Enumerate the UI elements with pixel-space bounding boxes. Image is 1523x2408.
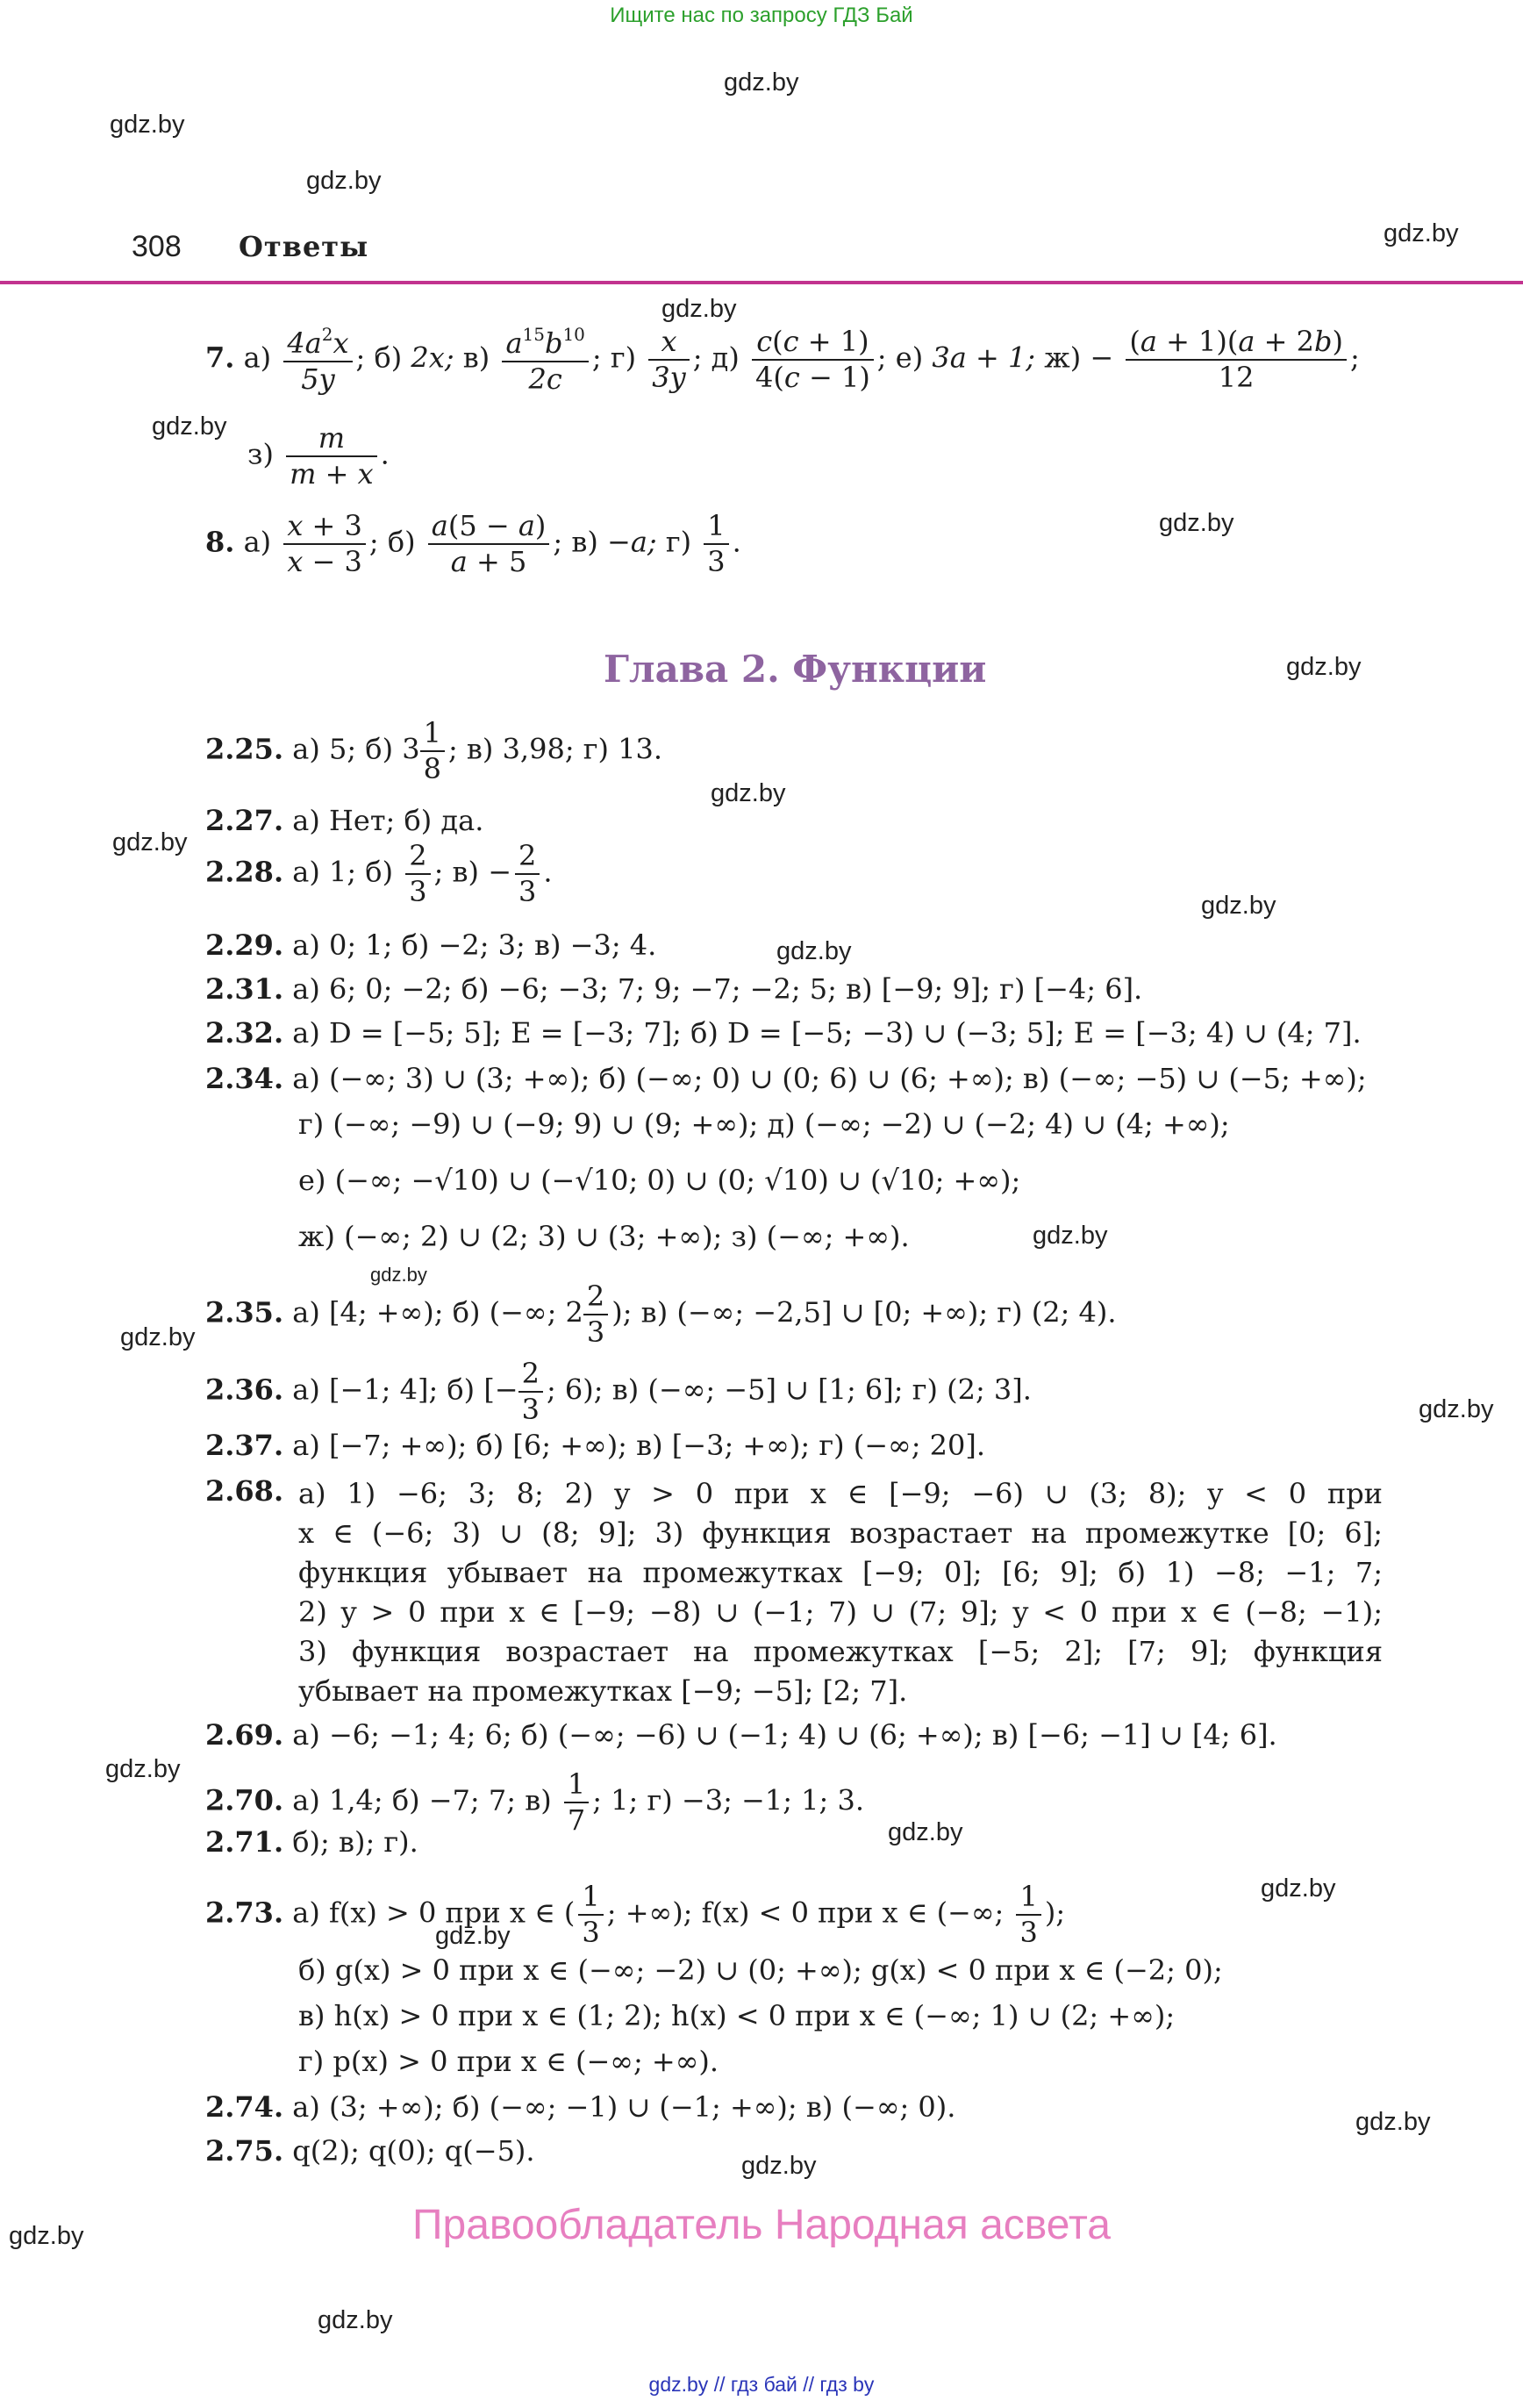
- top-link[interactable]: Ищите нас по запросу ГДЗ Бай: [610, 4, 913, 27]
- answer-2-68: [205, 1474, 283, 1508]
- answer-text: а) (3; +∞); б) (−∞; −1) ∪ (−1; +∞); в) (−∞; 0).: [292, 2090, 956, 2124]
- answer-2-73-line3: в) h(x) > 0 при x ∈ (1; 2); h(x) < 0 при x ∈ (−∞; 1) ∪ (2; +∞);: [298, 1999, 1176, 2032]
- watermark: gdz.by: [1261, 1874, 1336, 1903]
- answer-2-32: [205, 1016, 1362, 1050]
- answer-2-34-line2: г) (−∞; −9) ∪ (−9; 9) ∪ (9; +∞); д) (−∞; −2) ∪ (−2; 4) ∪ (4; +∞);: [298, 1107, 1230, 1141]
- fraction: $\frac{1}{3}$: [578, 1881, 603, 1948]
- answer-2-31: [205, 972, 1142, 1006]
- answer-text: а) [4; +∞); б): [292, 1295, 481, 1329]
- bottom-links[interactable]: gdz.by // гдз бай // гдз by: [648, 2373, 875, 2396]
- answer-number: 2.31.: [205, 972, 284, 1006]
- answer-7-cont: з) $\frac{m}{m + x}$ .: [247, 421, 390, 491]
- answer-text: а) [−1; 4]; б): [292, 1372, 475, 1407]
- watermark: gdz.by: [318, 2306, 393, 2334]
- fraction: $\frac{1}{3}$: [704, 511, 728, 577]
- answer-text: б); в); г).: [292, 1825, 418, 1859]
- watermark: gdz.by: [724, 68, 799, 97]
- answer-text: ; 1; г) −3; −1; 1; 3.: [592, 1783, 864, 1817]
- watermark: gdz.by: [661, 295, 737, 323]
- answer-number: 2.71.: [205, 1825, 284, 1859]
- answer-text: [−: [483, 1372, 518, 1407]
- watermark: gdz.by: [1033, 1222, 1108, 1250]
- answer-number: 2.25.: [205, 732, 284, 766]
- answer-text: 2) y > 0 при x ∈ [−9; −8) ∪ (−1; 7) ∪ (7; 9]; y < 0 при x ∈ (−8; −1);: [298, 1595, 1383, 1629]
- answer-number: 2.32.: [205, 1016, 284, 1050]
- running-title: Ответы: [239, 230, 369, 263]
- answer-number: 2.34.: [205, 1062, 284, 1095]
- item-label: а): [243, 525, 272, 559]
- answer-number: 2.69.: [205, 1718, 284, 1752]
- answer-number: 7.: [205, 340, 235, 375]
- answer-text: ; в) 3,98; г) 13.: [447, 732, 663, 766]
- item-label: б): [374, 340, 403, 375]
- item-label: б): [387, 525, 416, 559]
- answer-text: x ∈ (−6; 3) ∪ (8; 9]; 3) функция возрастает на промежутке [0; 6];: [298, 1516, 1383, 1550]
- answer-text: );: [1044, 1896, 1066, 1930]
- fraction: $\frac{1}{8}$: [420, 718, 445, 785]
- watermark: gdz.by: [9, 2222, 84, 2250]
- watermark: gdz.by: [1159, 509, 1234, 537]
- answer-text: убывает на промежутках [−9; −5]; [2; 7].: [298, 1674, 908, 1708]
- answer-number: 2.28.: [205, 855, 284, 889]
- answer-number: 2.27.: [205, 804, 284, 837]
- answer-2-29: [205, 928, 656, 962]
- answer-2-37: [205, 1429, 985, 1462]
- fraction: $\frac{4a^2x}{5y}$: [283, 325, 352, 395]
- answer-text: а) (−∞; 3) ∪ (3; +∞); б) (−∞; 0) ∪ (0; 6) ∪ (6; +∞); в) (−∞; −5) ∪ (−5; +∞);: [292, 1062, 1367, 1095]
- header-rule: [0, 281, 1523, 284]
- answer-text: .: [543, 855, 553, 889]
- answer-value: −a;: [607, 525, 657, 559]
- item-label: д): [711, 340, 740, 375]
- fraction: $\frac{a(5 - a)}{a + 5}$: [428, 511, 550, 577]
- item-label: ж): [1044, 340, 1082, 375]
- fraction: $\frac{1}{7}$: [564, 1769, 589, 1836]
- answer-number: 2.35.: [205, 1295, 284, 1329]
- item-label: а): [243, 340, 272, 375]
- answer-2-73: [205, 1881, 1065, 1948]
- fraction: $\frac{m}{m + x}$: [286, 423, 377, 490]
- answer-text: q(2); q(0); q(−5).: [292, 2134, 535, 2168]
- watermark: gdz.by: [370, 1264, 427, 1286]
- answer-text: ; 6); в) (−∞; −5] ∪ [1; 6]; г) (2; 3].: [546, 1372, 1032, 1407]
- answer-2-34: [205, 1062, 1367, 1095]
- answer-text: а) 0; 1; б) −2; 3; в) −3; 4.: [292, 928, 657, 962]
- answer-2-68-text: [298, 1474, 1383, 1711]
- answer-text: ); в) (−∞; −2,5] ∪ [0; +∞); г) (2; 4).: [611, 1295, 1117, 1329]
- watermark: gdz.by: [1419, 1395, 1494, 1423]
- fraction: $\frac{2}{3}$: [518, 1358, 543, 1425]
- answer-2-35: [205, 1281, 1117, 1348]
- watermark: gdz.by: [112, 828, 188, 856]
- item-label: г): [665, 525, 692, 559]
- answer-text: ; в) −: [433, 855, 512, 889]
- answer-2-74: [205, 2090, 955, 2124]
- answer-number: 2.36.: [205, 1372, 284, 1407]
- watermark: gdz.by: [110, 111, 185, 139]
- answer-text: а) D = [−5; 5]; E = [−3; 7]; б) D = [−5; −3) ∪ (−3; 5]; E = [−3; 4) ∪ (4; 7].: [292, 1016, 1362, 1050]
- answer-value: 2x;: [411, 340, 454, 375]
- answer-text: (−∞; 2: [489, 1295, 583, 1329]
- answer-2-73-line2: б) g(x) > 0 при x ∈ (−∞; −2) ∪ (0; +∞); g(x) < 0 при x ∈ (−2; 0);: [298, 1953, 1223, 1987]
- answer-number: 8.: [205, 525, 235, 559]
- fraction: $\frac{a^{15}b^{10}}{2c}$: [502, 325, 588, 395]
- item-label: в): [571, 525, 598, 559]
- fraction: $\frac{2}{3}$: [583, 1281, 608, 1348]
- watermark: gdz.by: [152, 412, 227, 441]
- watermark: gdz.by: [1355, 2108, 1431, 2136]
- item-label: з): [247, 437, 274, 471]
- answer-text: а) 5; б) 3: [292, 732, 420, 766]
- answer-text: функция убывает на промежутках [−9; 0]; [6; 9]; б) 1) −8; −1; 7;: [298, 1556, 1383, 1589]
- answer-8: 8. а) $\frac{x + 3}{x - 3}$ ; б) $\frac{a(5 - a)}{a + 5}$ ; в) −a; г) $\frac{1}{3}$ .: [205, 509, 741, 579]
- fraction: $\frac{(a + 1)(a + 2b)}{12}$: [1126, 326, 1347, 393]
- watermark: gdz.by: [105, 1755, 181, 1783]
- answer-2-36: [205, 1358, 1032, 1425]
- watermark: gdz.by: [711, 779, 786, 807]
- answer-2-27: [205, 804, 483, 837]
- watermark: gdz.by: [1286, 653, 1362, 681]
- answer-text: а) 1; б): [292, 855, 394, 889]
- copyright-notice: Правообладатель Народная асвета: [412, 2202, 1111, 2248]
- fraction: $\frac{2}{3}$: [405, 841, 430, 907]
- answer-text: а) [−7; +∞); б) [6; +∞); в) [−3; +∞); г) (−∞; 20].: [292, 1429, 986, 1462]
- chapter-title: Глава 2. Функции: [604, 648, 987, 691]
- fraction: $\frac{x + 3}{x - 3}$: [283, 511, 366, 577]
- answer-2-25: [205, 718, 662, 785]
- answer-number: 2.73.: [205, 1896, 284, 1930]
- answer-text: а) f(x) > 0 при x ∈ (: [292, 1896, 576, 1930]
- answer-2-71: [205, 1825, 418, 1859]
- answer-text: а) 1,4; б) −7; 7; в): [292, 1783, 552, 1817]
- answer-text: 3) функция возрастает на промежутках [−5; 2]; [7; 9]; функция: [298, 1635, 1383, 1668]
- answer-7: 7. а) $\frac{4a^2x}{5y}$ ; б) 2x; в) $\frac{a^{15}b^{10}}{2c}$ ; г) $\frac{x}{3y}$ ; д) $\frac{c(c + 1)}{4(c - 1)}$ ; е) 3a + 1; ж) − $\frac{(a + 1)(a + 2b)}{12}$ ;: [205, 324, 1360, 397]
- watermark: gdz.by: [1384, 219, 1459, 247]
- answer-2-34-line4: ж) (−∞; 2) ∪ (2; 3) ∪ (3; +∞); з) (−∞; +∞).: [298, 1220, 910, 1253]
- item-label: е): [895, 340, 924, 375]
- answer-number: 2.37.: [205, 1429, 284, 1462]
- answer-number: 2.74.: [205, 2090, 284, 2124]
- answer-2-73-line4: г) p(x) > 0 при x ∈ (−∞; +∞).: [298, 2045, 719, 2078]
- answer-2-75: [205, 2134, 535, 2168]
- answer-2-34-line3: е) (−∞; −√10) ∪ (−√10; 0) ∪ (0; √10) ∪ (√10; +∞);: [298, 1164, 1021, 1197]
- watermark: gdz.by: [888, 1818, 963, 1846]
- page-number: 308: [132, 230, 182, 263]
- answer-text: а) 6; 0; −2; б) −6; −3; 7; 9; −7; −2; 5; в) [−9; 9]; г) [−4; 6].: [292, 972, 1143, 1006]
- watermark: gdz.by: [120, 1323, 196, 1351]
- answer-value: 3a + 1;: [932, 340, 1036, 375]
- fraction: $\frac{x}{3y}$: [648, 326, 689, 393]
- item-label: г): [610, 340, 637, 375]
- answer-2-28: [205, 841, 553, 907]
- fraction: $\frac{2}{3}$: [515, 841, 540, 907]
- watermark: gdz.by: [1201, 892, 1276, 920]
- answer-number: 2.70.: [205, 1783, 284, 1817]
- answer-text: а) Нет; б) да.: [292, 804, 484, 837]
- fraction: $\frac{c(c + 1)}{4(c - 1)}$: [752, 326, 874, 393]
- answer-text: а) −6; −1; 4; 6; б) (−∞; −6) ∪ (−1; 4) ∪ (6; +∞); в) [−6; −1] ∪ [4; 6].: [292, 1718, 1277, 1752]
- watermark: gdz.by: [776, 937, 852, 965]
- item-label: в): [462, 340, 490, 375]
- watermark: gdz.by: [435, 1922, 511, 1950]
- answer-number: 2.68.: [205, 1474, 284, 1508]
- answer-2-69: [205, 1718, 1277, 1752]
- fraction: $\frac{1}{3}$: [1016, 1881, 1040, 1948]
- watermark: gdz.by: [306, 167, 382, 195]
- answer-text: а) 1) −6; 3; 8; 2) y > 0 при x ∈ [−9; −6) ∪ (3; 8); y < 0 при: [298, 1477, 1383, 1510]
- answer-text: ; +∞); f(x) < 0 при x ∈ (−∞;: [606, 1896, 1005, 1930]
- answer-number: 2.75.: [205, 2134, 284, 2168]
- answer-number: 2.29.: [205, 928, 284, 962]
- watermark: gdz.by: [741, 2152, 817, 2180]
